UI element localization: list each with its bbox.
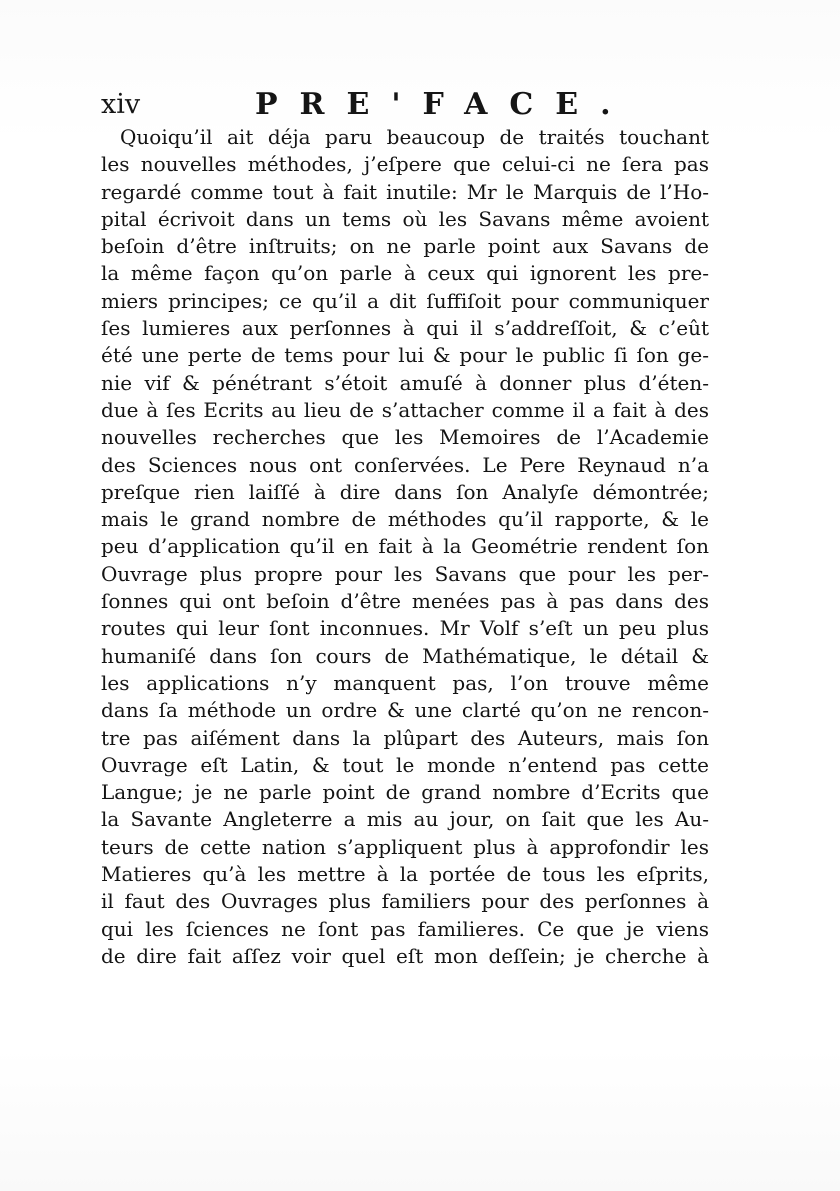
page-header: [101, 88, 721, 124]
running-head: PRE'FACE.: [255, 87, 633, 122]
text-line: miers principes; ce qu’il a dit ſuffiſoit pour communiquer: [101, 288, 709, 313]
text-line: Ouvrage plus propre pour les Savans que pour les per-: [101, 561, 709, 586]
text-line: nie vif & pénétrant s’étoit amuſé à donner plus d’éten-: [101, 370, 709, 395]
text-line: Quoiqu’il ait déja paru beaucoup de traités touchant: [120, 125, 709, 149]
text-line: ſonnes qui ont beſoin d’être menées pas à pas dans des: [101, 589, 709, 614]
text-line: Matieres qu’à les mettre à la portée de tous les eſprits,: [101, 862, 709, 887]
preface-text: [101, 124, 709, 970]
text-line: dans ſa méthode un ordre & une clarté qu’on ne rencon-: [101, 698, 709, 723]
text-line: des Sciences nous ont conſervées. Le Pere Reynaud n’a: [101, 452, 709, 477]
text-line: ſes lumieres aux perſonnes à qui il s’addreſſoit, & c’eût: [101, 316, 709, 341]
text-line: qui les ſciences ne ſont pas familieres. Ce que je viens: [101, 916, 709, 941]
text-line: regardé comme tout à fait inutile: Mr le Marquis de l’Ho-: [101, 179, 709, 204]
text-line: beſoin d’être inſtruits; on ne parle point aux Savans de: [101, 234, 709, 259]
text-line: tre pas aiſément dans la plûpart des Auteurs, mais ſon: [101, 725, 709, 750]
text-line: été une perte de tems pour lui & pour le public ſi ſon ge-: [101, 343, 709, 368]
text-line: les nouvelles méthodes, j’eſpere que celui-ci ne ſera pas: [101, 152, 709, 177]
text-line: pital écrivoit dans un tems où les Savans même avoient: [101, 206, 709, 231]
text-line: routes qui leur ſont inconnues. Mr Volf s’eſt un peu plus: [101, 616, 709, 641]
text-line: la Savante Angleterre a mis au jour, on ſait que les Au-: [101, 807, 709, 832]
text-line: Ouvrage eſt Latin, & tout le monde n’entend pas cette: [101, 752, 709, 777]
text-line: preſque rien laiſſé à dire dans ſon Analyſe démontrée;: [101, 479, 709, 504]
page-number: xiv: [101, 89, 141, 120]
text-line: mais le grand nombre de méthodes qu’il rapporte, & le: [101, 507, 709, 532]
text-line: il faut des Ouvrages plus familiers pour des perſonnes à: [101, 889, 709, 914]
text-line: teurs de cette nation s’appliquent plus à approfondir les: [101, 834, 709, 859]
text-line: Langue; je ne parle point de grand nombre d’Ecrits que: [101, 780, 709, 805]
text-line: due à ſes Ecrits au lieu de s’attacher comme il a fait à des: [101, 397, 709, 422]
text-line: la même façon qu’on parle à ceux qui ignorent les pre-: [101, 261, 709, 286]
text-line: peu d’application qu’il en fait à la Geométrie rendent ſon: [101, 534, 709, 559]
text-line: de dire fait aſſez voir quel eſt mon deſſein; je cherche à: [101, 943, 709, 968]
text-line: humaniſé dans ſon cours de Mathématique, le détail &: [101, 643, 709, 668]
text-line: les applications n’y manquent pas, l’on trouve même: [101, 670, 709, 695]
text-line: nouvelles recherches que les Memoires de l’Academie: [101, 425, 709, 450]
